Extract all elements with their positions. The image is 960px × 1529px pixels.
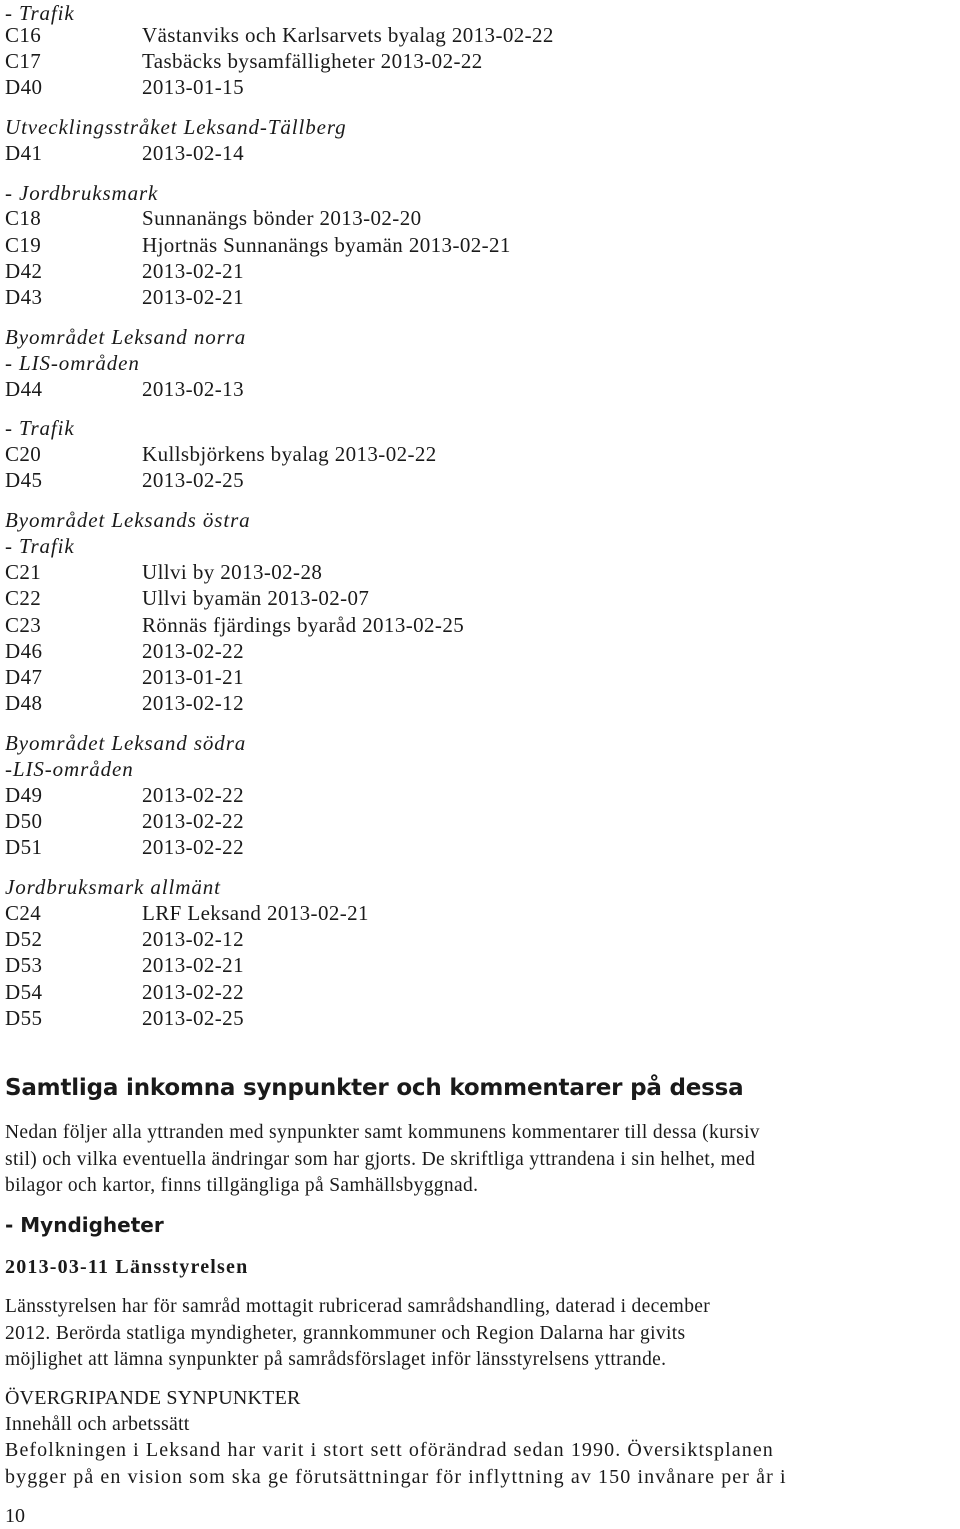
subheading-authorities: - Myndigheter [5, 1213, 164, 1237]
item-text: 2013-02-22 [142, 783, 244, 807]
list-subheading: Byområdet Leksands östra [5, 508, 251, 532]
list-item [5, 782, 244, 808]
item-text: Tasbäcks bysamfälligheter 2013-02-22 [142, 49, 483, 73]
item-code: C18 [5, 206, 42, 230]
list-subheading: - LIS-områden [5, 351, 140, 375]
item-text: 2013-02-25 [142, 468, 244, 492]
list-item [5, 952, 244, 978]
item-code: D52 [5, 927, 43, 951]
item-code: D50 [5, 809, 43, 833]
item-code: C23 [5, 613, 42, 637]
item-code: D41 [5, 141, 43, 165]
entry-paragraph [5, 1294, 950, 1374]
list-item [5, 926, 244, 952]
list-item [5, 74, 244, 100]
item-text: 2013-02-14 [142, 141, 244, 165]
item-text: LRF Leksand 2013-02-21 [142, 901, 369, 925]
list-item [5, 585, 369, 611]
list-subheading: - Jordbruksmark [5, 181, 159, 205]
item-text: 2013-01-15 [142, 75, 244, 99]
entry-line: möjlighet att lämna synpunkter på samrådsförslaget inför länsstyrelsens yttrande. [5, 1349, 667, 1370]
list-subheading: Utvecklingsstråket Leksand-Tällberg [5, 115, 347, 139]
list-subheading: -LIS-områden [5, 757, 134, 781]
list-subheading: - Trafik [5, 534, 75, 558]
item-text: 2013-02-22 [142, 809, 244, 833]
item-code: C19 [5, 233, 42, 257]
list-item [5, 638, 244, 664]
list-item [5, 979, 244, 1005]
item-text: Hjortnäs Sunnanängs byamän 2013-02-21 [142, 233, 511, 257]
list-item [5, 808, 244, 834]
item-code: C16 [5, 23, 42, 47]
item-text: 2013-02-22 [142, 980, 244, 1004]
item-code: D55 [5, 1006, 43, 1030]
body-line: bygger på en vision som ska ge förutsättningar för inflyttning av 150 invånare per år i [5, 1465, 787, 1488]
intro-paragraph [5, 1120, 950, 1200]
item-code: D53 [5, 953, 43, 977]
list-item [5, 467, 244, 493]
item-text: Kullsbjörkens byalag 2013-02-22 [142, 442, 437, 466]
item-text: 2013-02-22 [142, 639, 244, 663]
item-text: 2013-02-21 [142, 285, 244, 309]
list-subheading: - Trafik [5, 416, 75, 440]
entry-line: Länsstyrelsen har för samråd mottagit rubricerad samrådshandling, daterad i december [5, 1296, 711, 1317]
entry-heading: 2013-03-11 Länsstyrelsen [5, 1256, 249, 1278]
item-code: D54 [5, 980, 43, 1004]
list-item [5, 205, 422, 231]
list-item [5, 140, 244, 166]
item-code: D47 [5, 665, 43, 689]
item-code: D42 [5, 259, 43, 283]
item-code: D43 [5, 285, 43, 309]
body-line: Befolkningen i Leksand har varit i stort sett oförändrad sedan 1990. Översiktsplanen [5, 1439, 774, 1461]
item-text: Västanviks och Karlsarvets byalag 2013-02-22 [142, 23, 554, 47]
item-text: 2013-02-22 [142, 835, 244, 859]
list-item [5, 690, 244, 716]
item-text: 2013-02-12 [142, 691, 244, 715]
item-code: D40 [5, 75, 43, 99]
intro-line: bilagor och kartor, finns tillgängliga på Samhällsbyggnad. [5, 1175, 479, 1196]
page-number: 10 [5, 1505, 25, 1527]
list-subheading: Byområdet Leksand norra [5, 325, 247, 349]
item-code: D46 [5, 639, 43, 663]
item-text: 2013-02-21 [142, 953, 244, 977]
list-item [5, 22, 554, 48]
item-code: D44 [5, 377, 43, 401]
item-code: C24 [5, 901, 42, 925]
list-subheading: Byområdet Leksand södra [5, 731, 247, 755]
sub-label: Innehåll och arbetssätt [5, 1413, 190, 1435]
intro-line: stil) och vilka eventuella ändringar som har gjorts. De skriftliga yttrandena i sin helhet, med [5, 1148, 756, 1170]
caps-heading: ÖVERGRIPANDE SYNPUNKTER [5, 1387, 301, 1409]
item-text: 2013-02-12 [142, 927, 244, 951]
body-paragraph [5, 1437, 950, 1490]
item-code: D49 [5, 783, 43, 807]
list-item [5, 258, 244, 284]
item-code: C22 [5, 586, 42, 610]
list-subheading: - Trafik [5, 1, 75, 25]
list-item [5, 559, 322, 585]
section-heading: Samtliga inkomna synpunkter och kommentarer på dessa [5, 1075, 744, 1101]
item-text: Rönnäs fjärdings byaråd 2013-02-25 [142, 613, 465, 637]
item-code: D48 [5, 691, 43, 715]
list-item [5, 664, 244, 690]
list-item [5, 441, 437, 467]
intro-line: Nedan följer alla yttranden med synpunkter samt kommunens kommentarer till dessa (kursiv [5, 1122, 760, 1143]
item-code: C20 [5, 442, 42, 466]
list-item [5, 1005, 244, 1031]
list-item [5, 834, 244, 860]
list-item [5, 612, 464, 638]
list-item [5, 376, 244, 402]
item-code: C17 [5, 49, 42, 73]
list-item [5, 48, 483, 74]
item-text: 2013-02-13 [142, 377, 244, 401]
item-text: Sunnanängs bönder 2013-02-20 [142, 206, 422, 230]
entry-line: 2012. Berörda statliga myndigheter, grannkommuner och Region Dalarna har givits [5, 1322, 686, 1344]
item-code: D51 [5, 835, 43, 859]
list-item [5, 900, 369, 926]
item-text: 2013-02-21 [142, 259, 244, 283]
item-code: D45 [5, 468, 43, 492]
list-item [5, 232, 511, 258]
list-subheading: Jordbruksmark allmänt [5, 875, 221, 899]
list-item [5, 284, 244, 310]
item-text: Ullvi byamän 2013-02-07 [142, 586, 370, 610]
item-text: Ullvi by 2013-02-28 [142, 560, 323, 584]
item-code: C21 [5, 560, 42, 584]
item-text: 2013-02-25 [142, 1006, 244, 1030]
item-text: 2013-01-21 [142, 665, 244, 689]
